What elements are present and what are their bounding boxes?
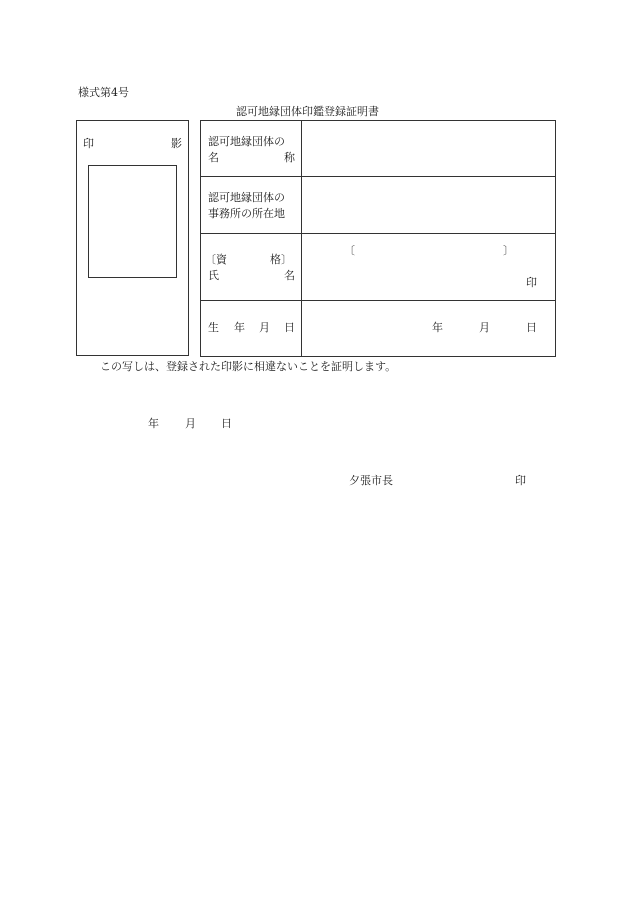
info-table bbox=[200, 120, 556, 357]
birth-label-char: 月 bbox=[259, 321, 270, 334]
table-row-divider bbox=[200, 176, 556, 177]
birth-label-char: 日 bbox=[284, 321, 295, 334]
birth-month: 月 bbox=[479, 321, 490, 334]
name-label-line2-b: 称 bbox=[284, 151, 295, 164]
rep-label-name-b: 名 bbox=[284, 269, 295, 282]
mayor-seal-mark: 印 bbox=[515, 474, 526, 487]
rep-seal-mark: 印 bbox=[526, 276, 537, 289]
mayor-title: 夕張市長 bbox=[349, 474, 393, 487]
birth-year: 年 bbox=[432, 321, 443, 334]
rep-label-qualification-b: 格〕 bbox=[270, 253, 292, 266]
name-label-line1: 認可地縁団体の bbox=[208, 135, 285, 148]
name-label-line2-a: 名 bbox=[208, 151, 219, 164]
birth-label-char: 生 bbox=[208, 321, 219, 334]
birth-label-char: 年 bbox=[234, 321, 245, 334]
rep-label-name-a: 氏 bbox=[208, 269, 219, 282]
seal-frame bbox=[88, 165, 177, 278]
rep-label-qualification-a: 〔資 bbox=[205, 253, 227, 266]
seal-label-left: 印 bbox=[83, 137, 94, 150]
table-row-divider bbox=[200, 300, 556, 301]
address-label-line1: 認可地縁団体の bbox=[208, 191, 285, 204]
issue-day: 日 bbox=[221, 417, 232, 430]
birth-day: 日 bbox=[526, 321, 537, 334]
document-title: 認可地縁団体印鑑登録証明書 bbox=[236, 105, 379, 118]
table-column-divider bbox=[301, 120, 302, 357]
issue-year: 年 bbox=[148, 417, 159, 430]
table-row-divider bbox=[200, 233, 556, 234]
seal-label-right: 影 bbox=[171, 137, 182, 150]
rep-bracket-close: 〕 bbox=[503, 244, 514, 257]
rep-bracket-open: 〔 bbox=[344, 244, 355, 257]
address-label-line2: 事務所の所在地 bbox=[208, 207, 285, 220]
certification-text: この写しは、登録された印影に相違ないことを証明します。 bbox=[100, 360, 397, 373]
form-number: 様式第4号 bbox=[78, 86, 129, 99]
issue-month: 月 bbox=[185, 417, 196, 430]
